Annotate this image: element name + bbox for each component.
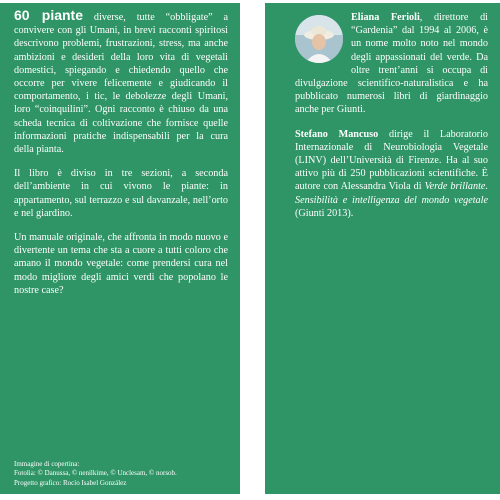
author-1-bio: [295, 11, 488, 117]
credit-line: Fotolia: © Danussa, © nenilkime, © Unclesam, © norsob.: [14, 469, 177, 477]
closing-paragraph: Un manuale originale, che affronta in modo nuovo e divertente un tema che sta a cuore a tutti coloro che amano il mondo vegetale: come prendersi cura nel modo migliore degli amici verdi che popolano le nostre case?: [14, 232, 228, 296]
intro-lead-word: 60 piante: [14, 7, 84, 23]
intro-paragraph: [14, 9, 228, 156]
author-2-name: Stefano Mancuso: [295, 128, 379, 140]
credit-line: Immagine di copertina:: [14, 459, 80, 468]
author-photo: [295, 15, 343, 63]
author-1-name: Eliana Ferioli: [351, 12, 420, 23]
gutter: [240, 0, 265, 500]
intro-text: diverse, tutte “obbligate” a convivere con gli Umani, in brevi racconti spiritosi descrivono problemi, frustrazioni, stress, ma anche ambizioni e desideri della loro vita di vegetali domestici, spiegando e chiedendo quello che occorre per vivere felicemente e giudicando il comportamento, i tic, le debolezze degli Umani, loro “coinquilini”. Ogni racconto è chiuso da una scheda tecnica di coltivazione che fornisce quelle informazioni pratiche indispensabili per la cura della pianta.: [14, 12, 228, 156]
book-title: Verde brillante. Sensibilità e intelligenza del mondo vegetale: [295, 181, 489, 206]
author-2-tail: (Giunti 2013).: [295, 207, 354, 219]
cover-credits: [14, 460, 177, 489]
author-2-text: dirige il Laboratorio Internazionale di Neurobiologia Vegetale (LINV) dell’Università di Firenze. Ha al suo attivo più di 250 pubblicazioni scientifiche. È autore con Alessandra Viola di: [295, 128, 489, 193]
sections-paragraph: Il libro è diviso in tre sezioni, a seconda dell’ambiente in cui vivono le piante: in appartamento, sul terrazzo e sul davanzale, nell’orto e nel giardino.: [14, 168, 228, 219]
author-2-bio: [295, 128, 488, 220]
credit-line: Progetto grafico: Rocío Isabel González: [14, 478, 127, 487]
right-flap: [265, 3, 500, 494]
left-flap: [0, 3, 240, 494]
author-1-text: , direttore di “Gardenia” dal 1994 al 2006, è un nome molto noto nel mondo degli appassionati del verde. Da oltre trent’anni si occupa di divulgazione scientifico-naturalistica e ha pubblicato numerosi libri di giardinaggio anche per Giunti.: [295, 12, 488, 116]
